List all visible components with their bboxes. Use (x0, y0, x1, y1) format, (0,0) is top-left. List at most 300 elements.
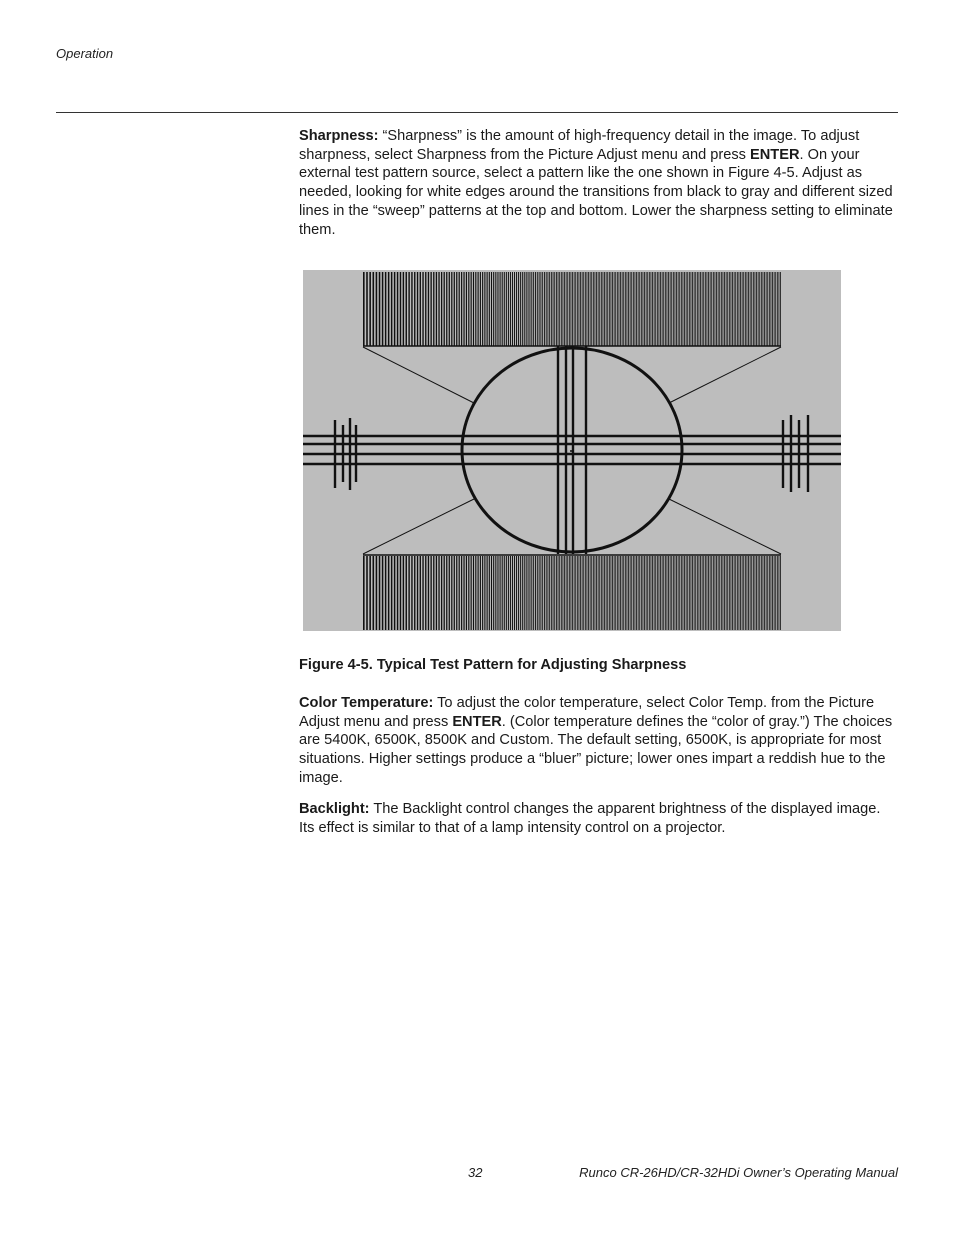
sweep-line (596, 272, 597, 346)
sweep-line (630, 272, 631, 346)
sweep-line (771, 556, 772, 630)
sweep-line (420, 272, 421, 346)
sweep-line (491, 556, 492, 630)
sweep-line (551, 272, 552, 346)
sweep-line (528, 272, 529, 346)
backlight-paragraph (299, 800, 897, 837)
sweep-line (546, 556, 547, 630)
sweep-line (577, 272, 578, 346)
sweep-line (585, 272, 586, 346)
sweep-line (633, 556, 634, 630)
sweep-line (647, 272, 648, 346)
sweep-line (451, 272, 452, 346)
sweep-line (630, 556, 631, 630)
sweep-line (743, 272, 744, 346)
sweep-line (708, 272, 709, 346)
sweep-line (686, 272, 687, 346)
sweep-line (758, 272, 759, 346)
sweep-line (767, 556, 768, 630)
sweep-line (711, 556, 712, 630)
sweep-line (559, 556, 560, 630)
sweep-line (475, 556, 476, 630)
sweep-line (606, 272, 607, 346)
sweep-line (676, 272, 677, 346)
sweep-line (559, 272, 560, 346)
sweep-line (721, 272, 722, 346)
sweep-line (575, 556, 576, 630)
sweep-line (508, 272, 509, 346)
sweep-line (518, 272, 519, 346)
sweep-line (391, 556, 392, 630)
sweep-line (526, 556, 527, 630)
sweep-line (461, 556, 462, 630)
sweep-line (593, 272, 594, 346)
sweep-line (535, 272, 536, 346)
sweep-line (735, 272, 736, 346)
sweep-line (463, 272, 464, 346)
sweep-line (466, 556, 467, 630)
sweep-line (546, 272, 547, 346)
sweep-line (493, 556, 494, 630)
sweep-line (652, 556, 653, 630)
sweep-line (758, 556, 759, 630)
sweep-line (493, 272, 494, 346)
sweep-line (719, 556, 720, 630)
sweep-line (468, 556, 469, 630)
sweep-line (537, 272, 538, 346)
sweep-line (449, 556, 450, 630)
sweep-line (777, 272, 778, 346)
sweep-line (558, 556, 559, 630)
sweep-line (394, 272, 395, 346)
sweep-line (667, 272, 668, 346)
sweep-line (567, 556, 568, 630)
sweep-line (514, 272, 515, 346)
sweep-line (601, 556, 602, 630)
sweep-line (411, 556, 412, 630)
color-temperature-paragraph (299, 694, 897, 788)
sweep-line (558, 272, 559, 346)
sweep-line (644, 272, 645, 346)
sweep-line (473, 272, 474, 346)
sweep-line (663, 556, 664, 630)
sweep-line (614, 272, 615, 346)
sweep-line (705, 556, 706, 630)
sweep-line (675, 272, 676, 346)
sweep-line (771, 272, 772, 346)
sweep-line (516, 556, 517, 630)
sweep-line (518, 556, 519, 630)
sweep-line (422, 272, 423, 346)
sweep-line (572, 556, 573, 630)
sweep-line (620, 556, 621, 630)
sweep-line (571, 272, 572, 346)
sweep-line (385, 556, 387, 630)
sweep-line (376, 272, 378, 346)
sweep-line (542, 272, 543, 346)
sweep-line (549, 556, 550, 630)
sweep-line (363, 556, 365, 630)
sweep-line (673, 272, 674, 346)
sweep-line (623, 556, 624, 630)
sweep-line (504, 556, 505, 630)
sweep-line (745, 272, 746, 346)
sweep-line (731, 272, 732, 346)
sweep-line (603, 556, 604, 630)
sweep-line (563, 556, 564, 630)
sweep-line (654, 272, 655, 346)
sweep-line (449, 272, 450, 346)
sweep-line (723, 272, 724, 346)
sweep-line (628, 272, 629, 346)
sweep-line (414, 272, 415, 346)
backlight-text: The Backlight control changes the apparent brightness of the displayed image. Its effect is similar to that of a lamp intensity control on a projector. (299, 801, 881, 836)
sweep-line (566, 556, 567, 630)
sweep-line (734, 272, 735, 346)
sweep-line (414, 556, 415, 630)
sweep-line (667, 556, 668, 630)
sweep-line (495, 272, 496, 346)
sweep-line (411, 272, 412, 346)
sweep-line (484, 556, 485, 630)
sweep-line (708, 556, 709, 630)
sweep-line (723, 556, 724, 630)
running-header: Operation (56, 46, 114, 61)
sweep-line (417, 556, 418, 630)
sweep-line (446, 556, 447, 630)
sweep-line (617, 272, 618, 346)
sweep-line (687, 272, 688, 346)
sweep-line (580, 272, 581, 346)
sweep-line (724, 272, 725, 346)
sweep-line (611, 556, 612, 630)
sharpness-test-pattern-image (303, 270, 841, 631)
sweep-line (689, 272, 690, 346)
sweep-line (473, 556, 474, 630)
sweep-line (700, 556, 701, 630)
sweep-line (641, 272, 642, 346)
sweep-line (430, 272, 431, 346)
sweep-line (731, 556, 732, 630)
sweep-line (531, 556, 532, 630)
sweep-line (461, 272, 462, 346)
manual-title: Runco CR-26HD/CR-32HDi Owner’s Operating Manual (579, 1165, 898, 1180)
sweep-line (755, 272, 756, 346)
sweep-line (572, 272, 573, 346)
color-temperature-label: Color Temperature: (299, 695, 434, 711)
sweep-line (379, 272, 381, 346)
sweep-line (713, 556, 714, 630)
sweep-line (699, 272, 700, 346)
sweep-line (436, 556, 437, 630)
sharpness-paragraph (299, 127, 897, 239)
center-dot (570, 450, 572, 452)
sweep-line (495, 556, 496, 630)
sweep-line (779, 272, 780, 346)
sweep-line (506, 556, 507, 630)
sweep-line (459, 272, 460, 346)
sweep-line (549, 272, 550, 346)
sweep-line (595, 272, 596, 346)
sweep-line (436, 272, 437, 346)
sweep-line (705, 272, 706, 346)
sweep-line (604, 272, 605, 346)
sweep-line (622, 272, 623, 346)
sweep-line (700, 272, 701, 346)
sweep-line (612, 272, 613, 346)
sweep-line (491, 272, 492, 346)
sweep-line (755, 556, 756, 630)
sweep-line (459, 556, 460, 630)
sweep-line (531, 272, 532, 346)
sweep-line (551, 556, 552, 630)
sweep-line (544, 272, 545, 346)
sweep-line (683, 556, 684, 630)
sweep-line (471, 272, 472, 346)
sweep-line (729, 272, 730, 346)
sweep-line (766, 556, 767, 630)
sweep-line (583, 272, 584, 346)
sweep-line (428, 556, 429, 630)
sweep-line (388, 556, 390, 630)
sweep-line (740, 272, 741, 346)
figure-caption: Figure 4-5. Typical Test Pattern for Adjusting Sharpness (299, 657, 687, 673)
sweep-line (718, 272, 719, 346)
sweep-line (564, 272, 565, 346)
sweep-line (780, 272, 781, 346)
sweep-line (535, 556, 536, 630)
sweep-line (745, 556, 746, 630)
sweep-line (665, 272, 666, 346)
sweep-line (763, 272, 764, 346)
sweep-line (707, 556, 708, 630)
sweep-line (489, 556, 490, 630)
enter-key-label: ENTER (750, 146, 800, 163)
sweep-line (628, 556, 629, 630)
sweep-line (675, 556, 676, 630)
sweep-line (441, 272, 442, 346)
sweep-line (662, 556, 663, 630)
backlight-label: Backlight: (299, 801, 370, 817)
sweep-line (718, 556, 719, 630)
sweep-line (508, 556, 509, 630)
sweep-line (579, 272, 580, 346)
sweep-line (422, 556, 423, 630)
sweep-line (478, 556, 479, 630)
sweep-line (524, 272, 525, 346)
sweep-line (726, 556, 727, 630)
sweep-line (590, 556, 591, 630)
sweep-line (766, 272, 767, 346)
sweep-line (510, 556, 511, 630)
enter-key-label: ENTER (452, 713, 502, 730)
sweep-line (620, 272, 621, 346)
sweep-line (652, 272, 653, 346)
sweep-line (601, 272, 602, 346)
sweep-line (742, 556, 743, 630)
sweep-line (684, 272, 685, 346)
sweep-line (774, 272, 775, 346)
sweep-line (599, 556, 600, 630)
sharpness-text-1: “Sharpness” is the amount of high-frequency detail in the image. To adjust sharpness, select Sharpness from the Picture Adjust menu and press (299, 128, 860, 163)
sweep-line (590, 272, 591, 346)
sweep-line (747, 556, 748, 630)
sweep-line (646, 556, 647, 630)
sweep-line (668, 272, 669, 346)
sweep-line (582, 272, 583, 346)
sweep-line (425, 272, 426, 346)
sweep-line (623, 272, 624, 346)
sweep-line (373, 272, 375, 346)
sweep-line (715, 272, 716, 346)
sweep-line (497, 556, 498, 630)
sweep-line (382, 272, 384, 346)
sweep-line (585, 556, 586, 630)
sweep-line (591, 556, 592, 630)
sweep-line (480, 272, 481, 346)
sweep-line (567, 272, 568, 346)
sweep-line (583, 556, 584, 630)
sweep-line (388, 272, 390, 346)
sweep-line (716, 272, 717, 346)
sweep-line (408, 556, 409, 630)
sweep-line (408, 272, 409, 346)
sweep-line (638, 272, 639, 346)
sweep-line (761, 272, 762, 346)
sweep-line (593, 556, 594, 630)
sweep-line (681, 556, 682, 630)
sweep-line (397, 272, 398, 346)
sweep-line (660, 556, 661, 630)
sweep-line (582, 556, 583, 630)
sweep-line (668, 556, 669, 630)
sweep-line (639, 272, 640, 346)
sweep-line (379, 556, 381, 630)
sweep-line (369, 272, 371, 346)
sweep-line (575, 272, 576, 346)
sweep-line (500, 272, 501, 346)
header-rule (56, 112, 898, 113)
sweep-line (487, 556, 488, 630)
sweep-line (721, 556, 722, 630)
sweep-line (742, 272, 743, 346)
sweep-line (420, 556, 421, 630)
sweep-line (376, 556, 378, 630)
sweep-line (400, 272, 401, 346)
sweep-line (703, 272, 704, 346)
sweep-line (526, 272, 527, 346)
sweep-line (603, 272, 604, 346)
sweep-line (595, 556, 596, 630)
sweep-line (625, 272, 626, 346)
sweep-line (665, 556, 666, 630)
sweep-line (780, 556, 781, 630)
sweep-line (539, 272, 540, 346)
sweep-line (655, 272, 656, 346)
sweep-line (466, 272, 467, 346)
sweep-line (636, 272, 637, 346)
sweep-line (769, 272, 770, 346)
sweep-line (563, 272, 564, 346)
sweep-line (406, 272, 407, 346)
sweep-line (554, 272, 555, 346)
sweep-line (537, 556, 538, 630)
sweep-line (726, 272, 727, 346)
sweep-line (702, 556, 703, 630)
sweep-line (679, 272, 680, 346)
sweep-line (400, 556, 401, 630)
sweep-line (468, 272, 469, 346)
sweep-line (561, 272, 562, 346)
sweep-line (676, 556, 677, 630)
sweep-line (406, 556, 407, 630)
sweep-line (670, 272, 671, 346)
sweep-line (671, 556, 672, 630)
sweep-line (739, 556, 740, 630)
sweep-line (480, 556, 481, 630)
sweep-line (403, 556, 404, 630)
sweep-line (547, 556, 548, 630)
sweep-line (643, 556, 644, 630)
sweep-line (719, 272, 720, 346)
sweep-line (659, 272, 660, 346)
sweep-line (750, 272, 751, 346)
sweep-line (774, 556, 775, 630)
sweep-line (657, 272, 658, 346)
sweep-line (724, 556, 725, 630)
sweep-line (482, 272, 483, 346)
sweep-line (756, 272, 757, 346)
sweep-line (686, 556, 687, 630)
sweep-line (510, 272, 511, 346)
sweep-line (482, 556, 483, 630)
sweep-line (561, 556, 562, 630)
sweep-line (729, 556, 730, 630)
sweep-line (489, 272, 490, 346)
sweep-line (751, 272, 752, 346)
sweep-line (366, 272, 368, 346)
sweep-line (716, 556, 717, 630)
sweep-line (619, 556, 620, 630)
sweep-line (692, 272, 693, 346)
sweep-line (369, 556, 371, 630)
sweep-line (441, 556, 442, 630)
sweep-line (611, 272, 612, 346)
sweep-line (767, 272, 768, 346)
sweep-line (748, 272, 749, 346)
sweep-line (635, 556, 636, 630)
sweep-line (713, 272, 714, 346)
sweep-line (607, 556, 608, 630)
sweep-line (438, 272, 439, 346)
sweep-line (596, 556, 597, 630)
sweep-line (539, 556, 540, 630)
sweep-line (684, 556, 685, 630)
sweep-line (737, 556, 738, 630)
sweep-line (649, 272, 650, 346)
sweep-line (764, 556, 765, 630)
sweep-line (512, 556, 513, 630)
sweep-line (764, 272, 765, 346)
sweep-line (553, 272, 554, 346)
sweep-line (615, 556, 616, 630)
sweep-line (619, 272, 620, 346)
sweep-line (703, 556, 704, 630)
sweep-line (529, 556, 530, 630)
sweep-line (382, 556, 384, 630)
sweep-line (540, 272, 541, 346)
sweep-line (574, 272, 575, 346)
